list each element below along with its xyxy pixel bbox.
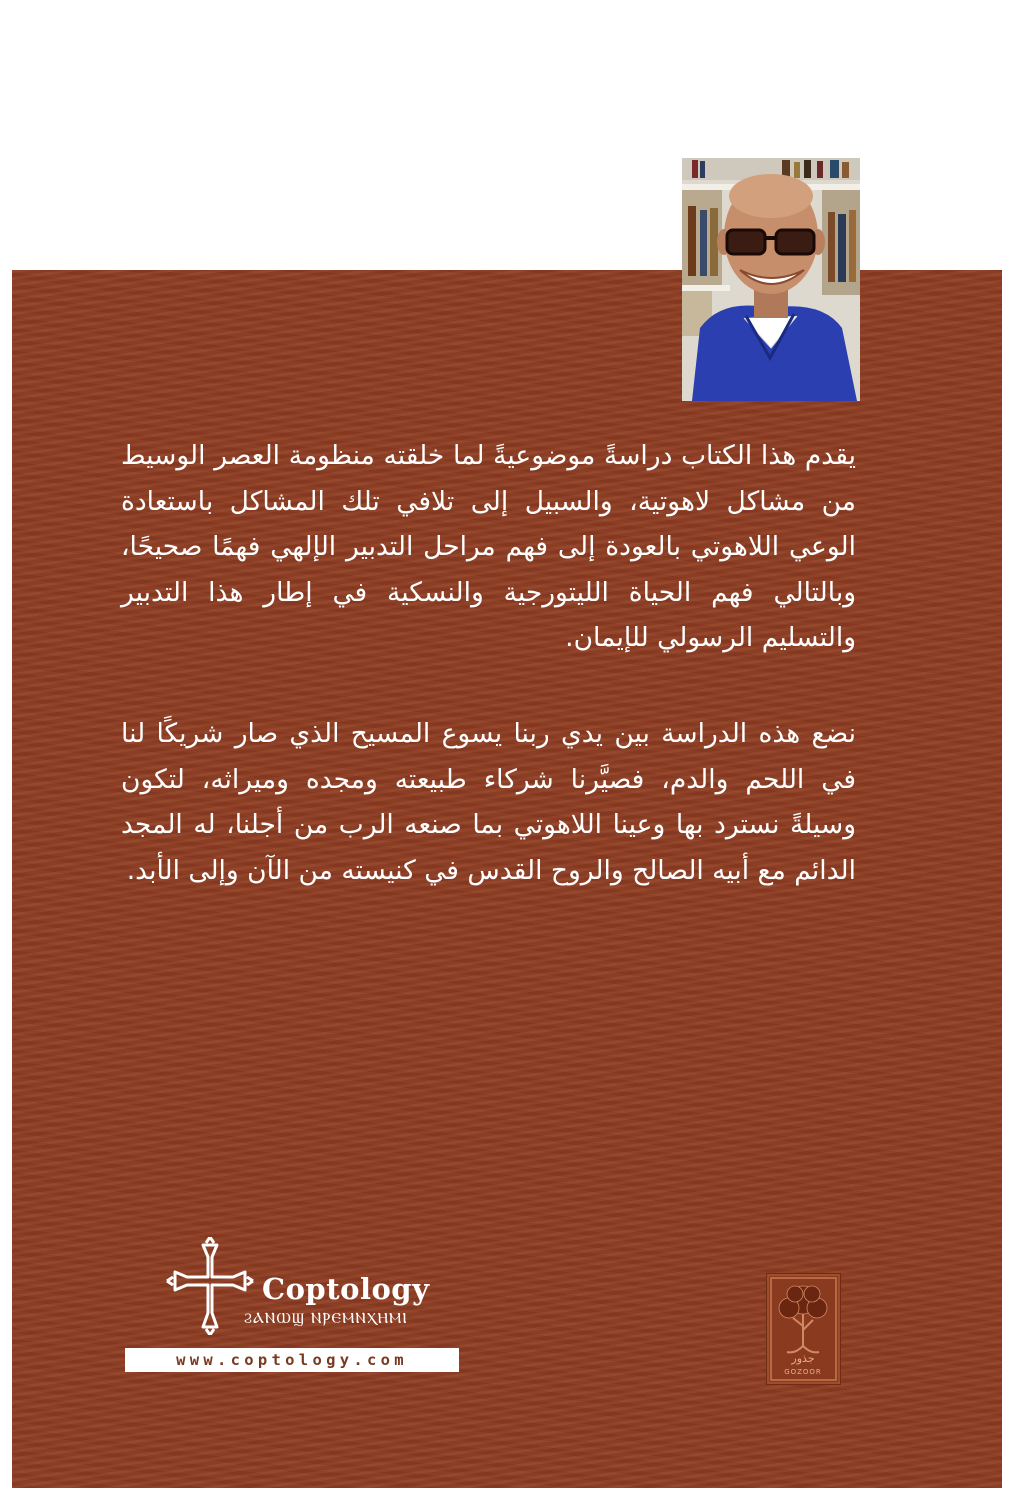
- description-paragraph-2: نضع هذه الدراسة بين يدي ربنا يسوع المسيح الذي صار شريكًا لنا في اللحم والدم، فصيَّرنا شركاء طبيعته ومجده وميراثه، لتكون وسيلةً نسترد بها وعينا اللاهوتي بما صنعه الرب من أجلنا، له المجد الدائم مع أبيه الصالح والروح القدس في كنيسته من الآن وإلى الأبد.: [121, 718, 856, 886]
- author-portrait-image: [682, 158, 860, 401]
- description-paragraph-1: يقدم هذا الكتاب دراسةً موضوعيةً لما خلقته منظومة العصر الوسيط من مشاكل لاهوتية، والسبيل إلى تلافي تلك المشاكل باستعادة الوعي اللاهوتي بالعودة إلى فهم مراحل التدبير الإلهي فهمًا صحيحًا، وبالتالي فهم الحياة الليتورجية والنسكية في إطار هذا التدبير والتسليم الرسولي للإيمان.: [121, 440, 856, 653]
- publisher-logo-arabic: جذور: [791, 1352, 815, 1365]
- publisher-logo-latin: GOZOOR: [784, 1368, 822, 1376]
- tree-logo-icon: [767, 1274, 840, 1384]
- publisher-logo: [766, 1273, 841, 1385]
- website-url[interactable]: www.coptology.com: [125, 1348, 459, 1372]
- author-photo: [682, 158, 860, 401]
- brand-name: Coptology: [262, 1272, 430, 1306]
- coptic-cross-icon: [165, 1237, 255, 1335]
- brand-subtitle: ϨⲀⲚⲰϢ ⲚⲢⲈⲘⲚⲬⲎⲘⲒ: [244, 1309, 408, 1327]
